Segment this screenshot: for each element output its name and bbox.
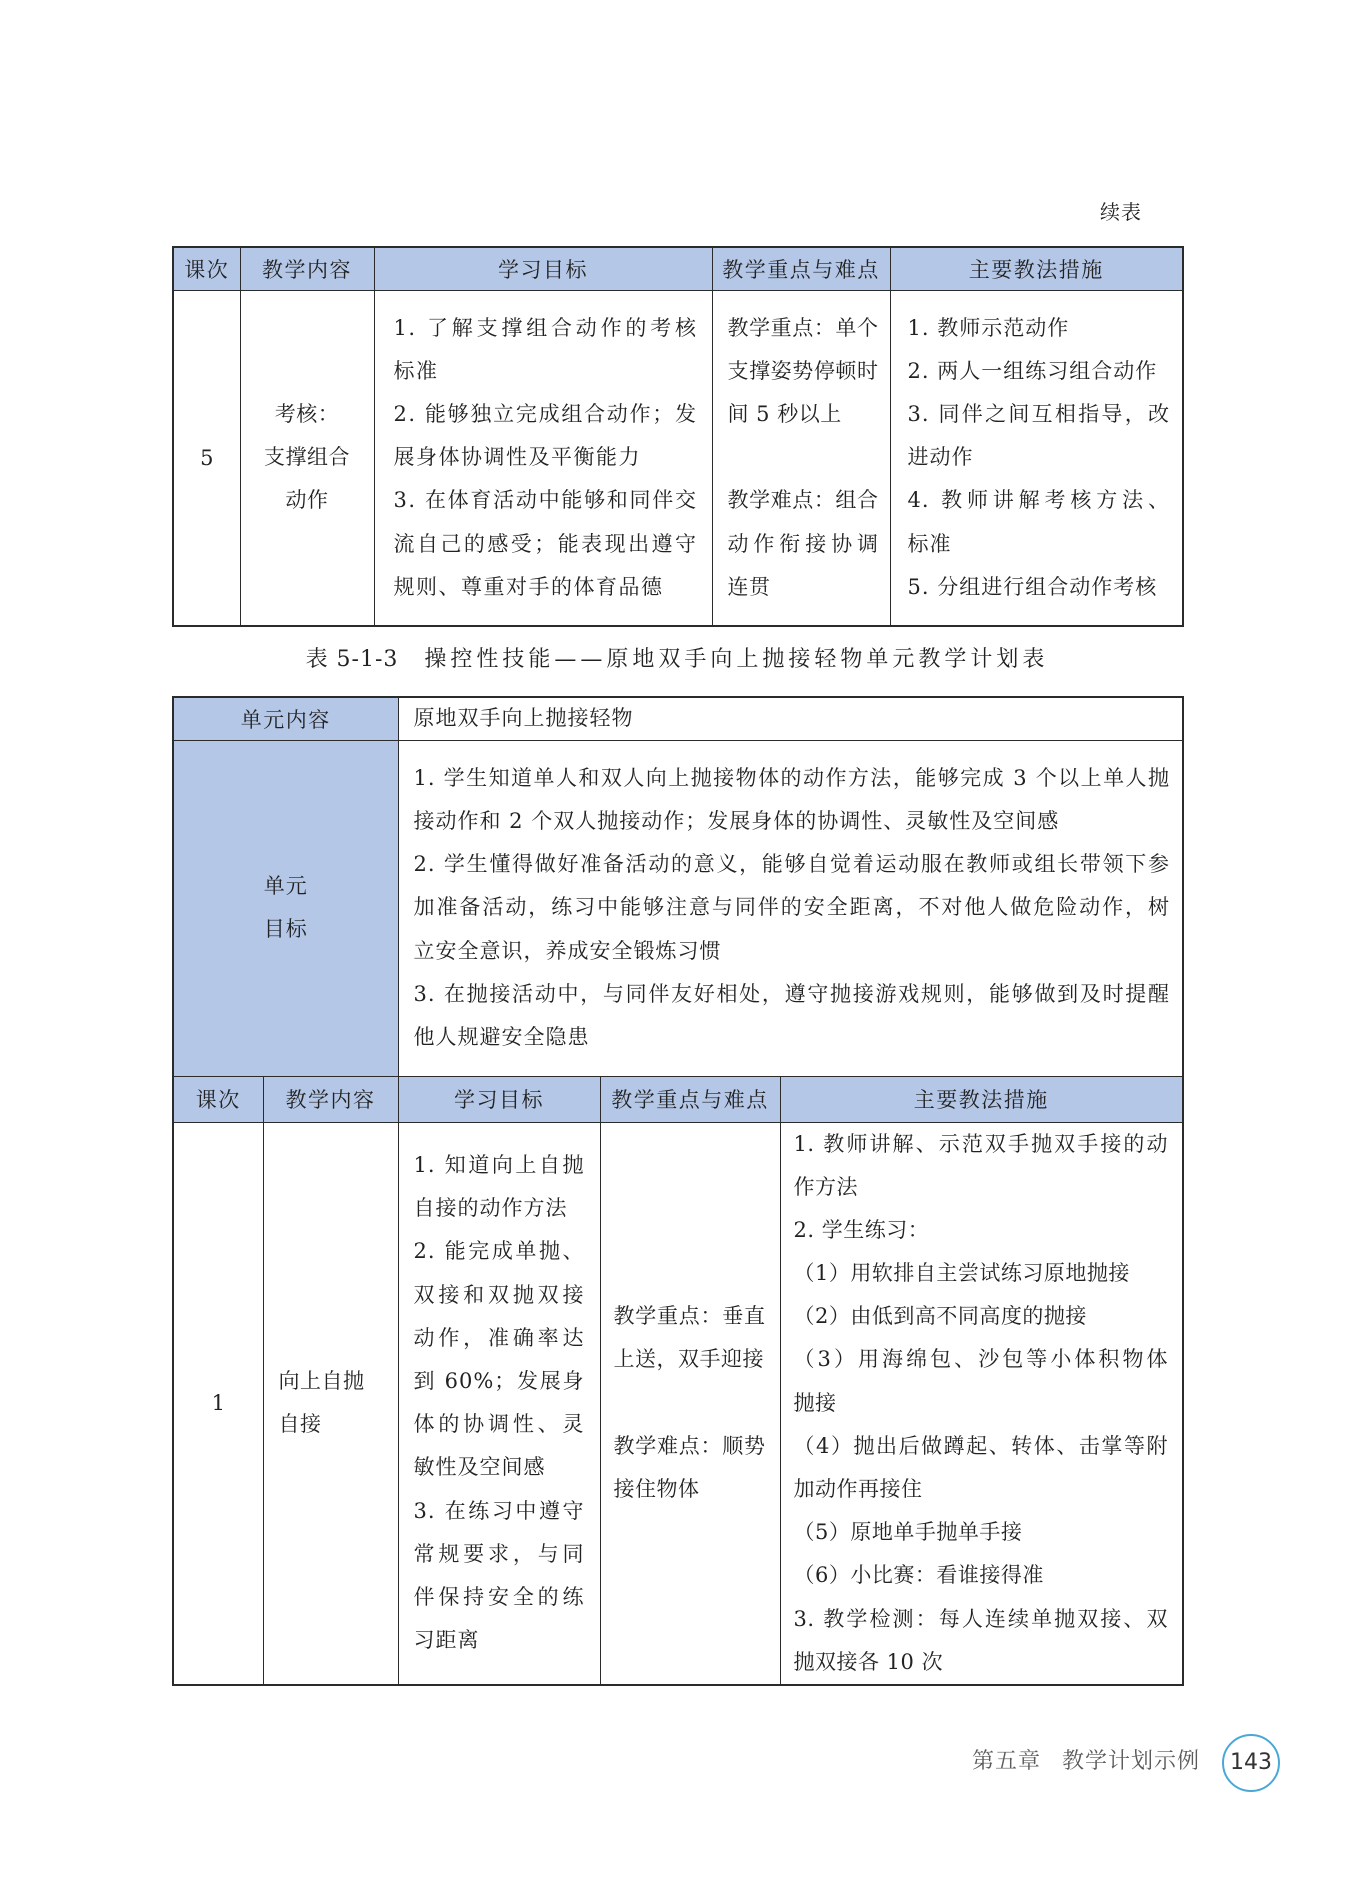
unit-goal-line: 2. 学生懂得做好准备活动的意义，能够自觉着运动服在教师或组长带领下参: [413, 852, 1171, 877]
lesson-number: 5: [173, 290, 240, 626]
teaching-content-line: 向上自抛: [278, 1369, 365, 1394]
teaching-content: [241, 393, 374, 523]
teaching-content-cell: [240, 290, 374, 626]
header-teaching-content: 教学内容: [240, 247, 374, 290]
unit-goal-paragraph: [414, 757, 1171, 843]
header-learning-objectives: 学习目标: [398, 1076, 600, 1122]
table-row: [173, 290, 1183, 626]
unit-goals-label-line: 目标: [263, 917, 308, 941]
unit-goals-label: [174, 865, 398, 951]
teaching-method-line: 3. 教学检测：每人连续单抛双接、双: [793, 1606, 1169, 1631]
key-points-cell: [600, 1122, 780, 1685]
learning-objective-paragraph: [394, 393, 698, 479]
teaching-method-paragraph: [908, 393, 1171, 479]
table-caption: [172, 643, 1182, 677]
key-point-line: 连贯: [727, 574, 771, 599]
table-number: 表 5-1-3: [305, 647, 399, 672]
teaching-method-line: 加动作再接住: [793, 1477, 923, 1501]
unit-goal-paragraph: [414, 973, 1171, 1059]
table-title: 操控性技能——原地双手向上抛接轻物单元教学计划表: [424, 647, 1049, 672]
table-header-row: [173, 1076, 1183, 1122]
unit-content: 原地双手向上抛接轻物: [413, 706, 634, 731]
key-point-paragraph: [728, 479, 879, 609]
key-point-line: 教学难点：顺势: [613, 1433, 766, 1458]
teaching-methods: [781, 1123, 1183, 1684]
teaching-method-line: 抛接: [793, 1390, 837, 1415]
header-teaching-methods: 主要教法措施: [780, 1076, 1183, 1122]
learning-objective-line: 2. 能完成单抛、: [413, 1239, 585, 1264]
unit-goal-paragraph: [414, 843, 1171, 973]
key-points-cell: [712, 290, 890, 626]
learning-objective-paragraph: [394, 479, 698, 609]
teaching-method-line: （5）原地单手抛单手接: [793, 1520, 1023, 1545]
teaching-content-line: 自接: [278, 1412, 322, 1437]
header-teaching-content: 教学内容: [263, 1076, 398, 1122]
lesson-number: 1: [173, 1122, 263, 1685]
continued-lesson-plan-table: [172, 246, 1184, 627]
teaching-method-line: 4. 教师讲解考核方法、: [907, 488, 1170, 513]
learning-objective-line: 双接和双抛双接: [413, 1282, 585, 1307]
learning-objectives-cell: [398, 1122, 600, 1685]
footer-chapter: 第五章: [972, 1749, 1042, 1774]
key-points: [601, 1295, 780, 1511]
teaching-method-line: 1. 教师示范动作: [907, 315, 1070, 340]
unit-goal-line: 3. 在抛接活动中，与同伴友好相处，遵守抛接游戏规则，能够做到及时提醒: [413, 981, 1171, 1006]
teaching-method-paragraph: [794, 1598, 1169, 1684]
unit-goal-line: 他人规避安全隐患: [413, 1024, 590, 1049]
teaching-method-paragraph: [794, 1425, 1169, 1511]
teaching-method-line: 3. 同伴之间互相指导，改: [907, 401, 1170, 426]
key-point-line: 教学难点：组合: [727, 488, 879, 513]
teaching-method-line: 2. 学生练习：: [793, 1217, 930, 1242]
teaching-content-line: 考核：: [274, 401, 340, 426]
learning-objective-line: 自接的动作方法: [413, 1196, 568, 1221]
unit-goal-line: 接动作和 2 个双人抛接动作；发展身体的协调性、灵敏性及空间感: [413, 809, 1060, 834]
learning-objective-line: 伴保持安全的练: [413, 1584, 585, 1609]
learning-objective-paragraph: [414, 1490, 585, 1663]
teaching-method-line: 进动作: [907, 445, 974, 470]
learning-objective-line: 1. 知道向上自抛: [413, 1153, 585, 1178]
unit-content-row: [173, 697, 1183, 740]
learning-objective-line: 规则、尊重对手的体育品德: [393, 574, 664, 599]
teaching-method-line: （3）用海绵包、沙包等小体积物体: [793, 1347, 1169, 1372]
header-learning-objectives: 学习目标: [374, 247, 712, 290]
unit-goals-label-line: 单元: [263, 873, 308, 898]
learning-objective-line: 敏性及空间感: [413, 1455, 546, 1480]
teaching-method-line: 2. 两人一组练习组合动作: [907, 358, 1158, 383]
learning-objective-line: 2. 能够独立完成组合动作；发: [393, 401, 698, 426]
teaching-method-line: 1. 教师讲解、示范双手抛双手接的动: [793, 1131, 1169, 1156]
learning-objective-line: 1. 了解支撑组合动作的考核: [393, 315, 698, 340]
unit-teaching-plan-table: [172, 696, 1184, 1686]
unit-goals-cell: [398, 740, 1183, 1076]
key-point-line: 动作衔接协调: [727, 531, 879, 556]
unit-goals-row: [173, 740, 1183, 1076]
unit-goals-label-cell: [173, 740, 398, 1076]
learning-objective-line: 3. 在练习中遵守: [413, 1498, 585, 1523]
learning-objective-paragraph: [414, 1144, 585, 1230]
learning-objective-line: 3. 在体育活动中能够和同伴交: [393, 488, 698, 513]
teaching-method-paragraph: [908, 350, 1171, 393]
header-key-points: 教学重点与难点: [712, 247, 890, 290]
key-point-paragraph: [728, 307, 879, 437]
table-header-row: [173, 247, 1183, 290]
unit-goal-line: 立安全意识，养成安全锻炼习惯: [413, 938, 722, 963]
header-lesson: 课次: [173, 247, 240, 290]
header-lesson: 课次: [173, 1076, 263, 1122]
learning-objectives: [375, 307, 712, 609]
learning-objective-line: 习距离: [413, 1628, 480, 1653]
teaching-methods: [891, 307, 1183, 609]
teaching-method-paragraph: [908, 566, 1171, 609]
unit-goals: [399, 757, 1183, 1059]
unit-content-label: 单元内容: [173, 697, 398, 740]
teaching-method-paragraph: [794, 1511, 1169, 1554]
key-point-line: 接住物体: [613, 1477, 700, 1501]
footer-section-title: 教学计划示例: [1062, 1749, 1201, 1774]
learning-objective-paragraph: [394, 307, 698, 393]
teaching-methods-cell: [890, 290, 1183, 626]
teaching-content-paragraph: [279, 1360, 388, 1446]
learning-objective-line: 到 60%；发展身: [413, 1369, 585, 1394]
key-point-line: 教学重点：单个: [727, 315, 879, 340]
learning-objective-line: 动作，准确率达: [413, 1325, 585, 1350]
learning-objective-line: 常规要求，与同: [413, 1541, 585, 1566]
teaching-method-paragraph: [794, 1554, 1169, 1597]
unit-goal-line: 1. 学生知道单人和双人向上抛接物体的动作方法，能够完成 3 个以上单人抛: [413, 765, 1171, 790]
key-points: [713, 307, 890, 609]
key-point-line: 间 5 秒以上: [727, 401, 842, 426]
learning-objective-line: 标准: [393, 358, 439, 383]
key-point-paragraph: [614, 1425, 766, 1511]
unit-goal-line: 加准备活动，练习中能够注意与同伴的安全距离，不对他人做危险动作，树: [413, 895, 1171, 920]
teaching-method-paragraph: [794, 1295, 1169, 1338]
teaching-methods-cell: [780, 1122, 1183, 1685]
key-point-line: 教学重点：垂直: [613, 1304, 766, 1329]
continued-table-label: 续表: [1100, 200, 1142, 224]
teaching-method-line: （4）抛出后做蹲起、转体、击掌等附: [793, 1433, 1169, 1458]
teaching-method-paragraph: [794, 1123, 1169, 1209]
page-number: 143: [1222, 1734, 1280, 1792]
teaching-method-line: （1）用软排自主尝试练习原地抛接: [793, 1261, 1130, 1286]
learning-objectives: [399, 1144, 600, 1662]
teaching-method-line: （6）小比赛：看谁接得准: [793, 1563, 1044, 1588]
teaching-content-line: 支撑组合: [264, 445, 350, 470]
header-key-points: 教学重点与难点: [600, 1076, 780, 1122]
teaching-method-paragraph: [794, 1252, 1169, 1295]
teaching-content-cell: [263, 1122, 398, 1685]
learning-objective-line: 流自己的感受；能表现出遵守: [393, 531, 698, 556]
key-point-line: 支撑姿势停顿时: [727, 358, 879, 383]
learning-objectives-cell: [374, 290, 712, 626]
teaching-method-paragraph: [908, 479, 1171, 565]
key-point-line: 上送，双手迎接: [613, 1347, 764, 1372]
teaching-method-paragraph: [908, 307, 1171, 350]
table-row: [173, 1122, 1183, 1685]
header-teaching-methods: 主要教法措施: [890, 247, 1183, 290]
unit-content-cell: [398, 697, 1183, 740]
teaching-method-paragraph: [794, 1338, 1169, 1424]
teaching-content-line: 动作: [285, 488, 329, 513]
key-point-paragraph: [614, 1295, 766, 1381]
unit-goals-label-paragraph: [174, 865, 398, 951]
teaching-content-paragraph: [247, 393, 368, 523]
learning-objective-line: 展身体协调性及平衡能力: [393, 445, 641, 470]
teaching-method-line: 标准: [907, 531, 952, 556]
teaching-content: [264, 1360, 398, 1446]
learning-objective-line: 体的协调性、灵: [413, 1412, 585, 1437]
teaching-method-paragraph: [794, 1209, 1169, 1252]
teaching-method-line: 抛双接各 10 次: [793, 1649, 944, 1674]
teaching-method-line: 作方法: [793, 1174, 858, 1199]
teaching-method-line: 5. 分组进行组合动作考核: [907, 574, 1158, 599]
learning-objective-paragraph: [414, 1230, 585, 1489]
teaching-method-line: （2）由低到高不同高度的抛接: [793, 1304, 1087, 1329]
